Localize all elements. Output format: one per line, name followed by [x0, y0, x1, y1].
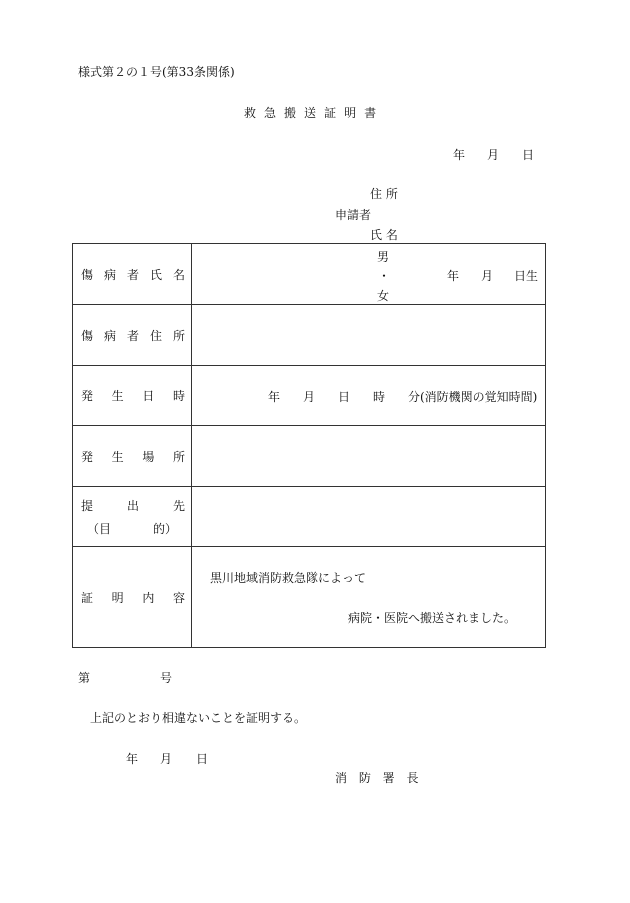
- sex-male: 男: [377, 250, 390, 264]
- title-char: 送: [304, 106, 317, 120]
- header-date-month: 月: [487, 148, 500, 162]
- sex-separator: ・: [378, 269, 391, 283]
- label-purpose-close: 的）: [152, 521, 177, 536]
- table-row: [73, 547, 546, 648]
- header-date-day: 日: [522, 148, 535, 162]
- label-submission-destination: 提 出 先 （目 的）: [73, 487, 192, 547]
- title-char: 書: [364, 106, 377, 120]
- label-occurrence-datetime: 発 生 日 時: [73, 366, 192, 426]
- patient-name-field[interactable]: [192, 244, 546, 305]
- address-label: 住 所: [370, 187, 398, 201]
- table-row: [73, 366, 546, 426]
- document-title: [244, 104, 376, 121]
- certificate-table: [72, 243, 546, 648]
- table-row: [73, 426, 546, 487]
- occurrence-year: 年: [268, 390, 281, 404]
- certification-content-field[interactable]: [192, 547, 546, 648]
- occurrence-month: 月: [303, 390, 316, 404]
- title-char: 救: [244, 106, 257, 120]
- label-patient-address: 傷 病 者 住 所: [73, 305, 192, 366]
- title-char: 搬: [284, 106, 297, 120]
- table-row: [73, 305, 546, 366]
- number-prefix: 第: [78, 671, 91, 685]
- occurrence-datetime-field[interactable]: [192, 366, 546, 426]
- label-patient-name: 傷 病 者 氏 名: [73, 244, 192, 305]
- patient-address-field[interactable]: [192, 305, 546, 366]
- table-row: [73, 487, 546, 547]
- label-certification-content: 証 明 内 容: [73, 547, 192, 648]
- applicant-label: 申請者: [335, 208, 372, 222]
- header-date-year: 年: [453, 148, 466, 162]
- birth-day: 日生: [514, 269, 539, 283]
- cert-text-hospital: 病院・医院へ搬送されました。: [348, 611, 517, 625]
- occurrence-day: 日: [338, 390, 351, 404]
- footer-date-month: 月: [160, 752, 173, 766]
- label-occurrence-place: 発 生 場 所: [73, 426, 192, 487]
- title-char: 明: [344, 106, 357, 120]
- submission-destination-field[interactable]: [192, 487, 546, 547]
- birth-month: 月: [481, 269, 494, 283]
- footer-date-year: 年: [126, 752, 139, 766]
- certification-statement: 上記のとおり相違ないことを証明する。: [90, 711, 307, 725]
- title-char: 証: [324, 106, 337, 120]
- form-number: 様式第２の１号(第33条関係): [78, 65, 235, 79]
- birth-year: 年: [447, 269, 460, 283]
- name-label: 氏 名: [370, 228, 398, 242]
- occurrence-minute-note: 分(消防機関の覚知時間): [408, 390, 538, 404]
- sex-female: 女: [377, 289, 390, 303]
- number-suffix: 号: [160, 671, 173, 685]
- occurrence-hour: 時: [373, 390, 386, 404]
- table-row: [73, 244, 546, 305]
- cert-text-ambulance: 黒川地域消防救急隊によって: [210, 571, 367, 585]
- title-char: 急: [264, 106, 277, 120]
- signer-title: 消 防 署 長: [335, 771, 423, 785]
- footer-date-day: 日: [196, 752, 209, 766]
- label-purpose-open: （目: [87, 521, 112, 536]
- occurrence-place-field[interactable]: [192, 426, 546, 487]
